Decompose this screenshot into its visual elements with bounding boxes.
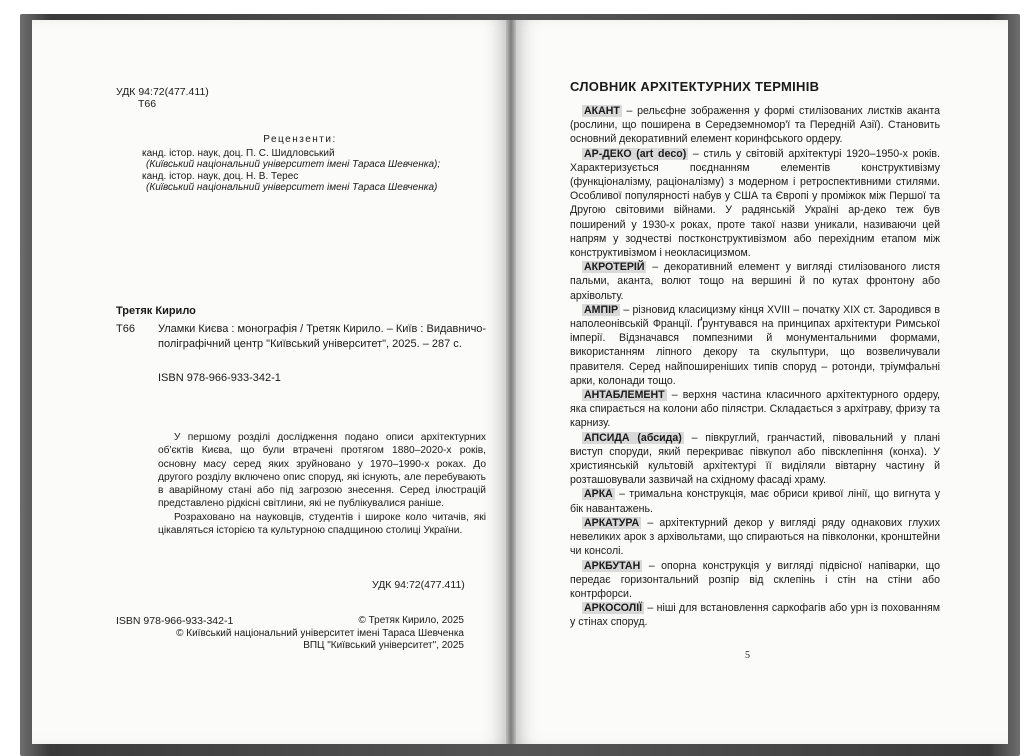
entry-definition: – опорна конструкція у вигляді підвісної напіварки, що передає горизонтальний розпір від склепінь і стін на стіни або контрфорси.: [570, 559, 940, 600]
entry-definition: – верхня частина класичного архітектурного ордеру, яка спирається на колони або пілястри. Складається з архітраву, фризу та карнизу.: [570, 389, 940, 430]
reviewer-1-affiliation: (Київський національний університет імені Тараса Шевченка);: [146, 159, 441, 170]
author-name: Третяк Кирило: [116, 305, 196, 317]
annotation: [158, 431, 486, 537]
entry-term: АРКА: [584, 488, 613, 501]
entry-term: АР-ДЕКО (art deco): [584, 147, 687, 160]
dictionary-title: СЛОВНИК АРХІТЕКТУРНИХ ТЕРМІНІВ: [570, 79, 820, 94]
entry-definition: – архітектурний декор у вигляді ряду однакових глухих невеликих арок з архівольтами, що спираються на півколонки, кронштейни чи консолі.: [570, 516, 940, 558]
isbn-bottom: ISBN 978-966-933-342-1: [116, 615, 234, 627]
reviewers-heading: Рецензенти:: [263, 134, 337, 145]
reviewer-1: канд. істор. наук, доц. П. С. Шидловський: [142, 147, 335, 159]
entry-term: АРКБУТАН: [584, 559, 641, 572]
udk-code-bottom: УДК 94:72(477.411): [372, 579, 465, 591]
dictionary-entry: [570, 559, 940, 602]
dictionary-entry: [570, 487, 940, 515]
reviewer-2: канд. істор. наук, доц. Н. В. Терес: [142, 170, 299, 182]
entry-term: АРКАТУРА: [584, 516, 640, 529]
copyright-block: [176, 615, 464, 653]
dictionary-entry: [570, 104, 940, 147]
entry-definition: – декоративний елемент у вигляді стилізованого листя пальми, аканта, волют тощо на вершині й по кутах фронтону або архівольту.: [570, 261, 940, 302]
entry-definition: – півкруглий, гранчастий, півовальний у плані виступ споруди, який перекриває півкупол або півсклепіння (конха). У християнській культовій архітектурі її виділяли вівтарну частину й розташовували зазвичай на східному фасаді храму.: [570, 431, 940, 487]
reviewer-2-affiliation: (Київський національний університет імені Тараса Шевченка): [146, 182, 438, 193]
reviewers-block: [120, 134, 480, 194]
annotation-paragraph-2: Розраховано на науковців, студентів і широке коло читачів, які цікавляться історією та культурною спадщиною столиці України.: [158, 511, 486, 537]
entry-definition: – стиль у світовій архітектурі 1920–1950-х років. Характеризується поєднанням елементів конструктивізму (функціоналізму, раціоналізму) з модерном і ретроспективними стилями. Особливої популярності набув у США та Європі у проміжок між Першої та Другою світовими війнами. У радянській Україні ар-деко теж був поширений у 1930-х роках, проте такої назви уникали, називаючи цей напрям у зодчестві постконструктивізмом або перехідним етапом між конструктивізмом і неокласицизмом.: [570, 147, 940, 260]
copyright-publisher: ВПЦ "Київський університет", 2025: [303, 640, 464, 651]
dictionary-entry: [570, 431, 940, 488]
entry-definition: – рельєфне зображення у формі стилізованих листків аканта (рослини, що поширена в Середземномор'ї та Передній Азії). Становить основний декоративний елемент коринфського ордеру.: [570, 105, 940, 146]
annotation-paragraph-1: У першому розділі дослідження подано описи архітектурних об'єктів Києва, що були втрачені протягом 1880–2020-х років, основну масу серед яких зруйновано у 1970–1990-х роках. До другого розділу включено опис споруд, які існують, але перебувають в аварійному стані або під загрозою знесення. Серед ілюстрацій представлено рідкісні світлини, які не публікувалися раніше.: [158, 432, 486, 510]
entry-term: АПСИДА (абсида): [584, 431, 682, 444]
dictionary-entry: [570, 260, 940, 303]
catalog-code: Т66: [116, 323, 135, 335]
copyright-university: © Київський національний університет імені Тараса Шевченка: [176, 627, 464, 639]
copyright-author: © Третяк Кирило, 2025: [358, 615, 464, 626]
bibliographic-description: Уламки Києва : монографія / Третяк Кирило. – Київ : Видавничо-поліграфічний центр "Київський університет", 2025. – 287 с.: [158, 323, 487, 350]
dictionary-entry: [570, 303, 940, 388]
entry-definition: – різновид класицизму кінця XVIII – початку XIX ст. Зародився в наполеонівській Франції. Ґрунтувався на принципах архітектури Римської імперії. Відзначався помпезними й монументальними формами, використанням ліпного декору та скульптури, що возвеличували правителя. Серед найпоширеніших типів споруд – ротонди, тріумфальні арки, колонади тощо.: [570, 303, 940, 387]
entry-definition: – ніші для встановлення саркофагів або урн із похованням у стінах споруд.: [570, 602, 940, 629]
book-gutter: [506, 20, 516, 744]
entry-term: АМПІР: [584, 303, 619, 316]
page-number: 5: [745, 650, 750, 661]
dictionary-entry: [570, 601, 940, 629]
dictionary-entry: [570, 388, 940, 431]
entry-definition: – тримальна конструкція, має обриси кривої лінії, що вигнута у бік навантажень.: [570, 488, 940, 515]
udk-code-top: УДК 94:72(477.411) Т66: [116, 86, 209, 110]
entry-term: АНТАБЛЕМЕНТ: [584, 389, 665, 402]
dictionary-entry: [570, 516, 940, 559]
isbn-middle: ISBN 978-966-933-342-1: [158, 372, 281, 384]
entry-term: АКАНТ: [584, 105, 620, 117]
entry-term: АКРОТЕРІЙ: [584, 261, 645, 274]
dictionary-entries: [570, 104, 940, 630]
entry-term: АРКОСОЛІЇ: [584, 602, 643, 615]
dictionary-entry: [570, 147, 940, 261]
